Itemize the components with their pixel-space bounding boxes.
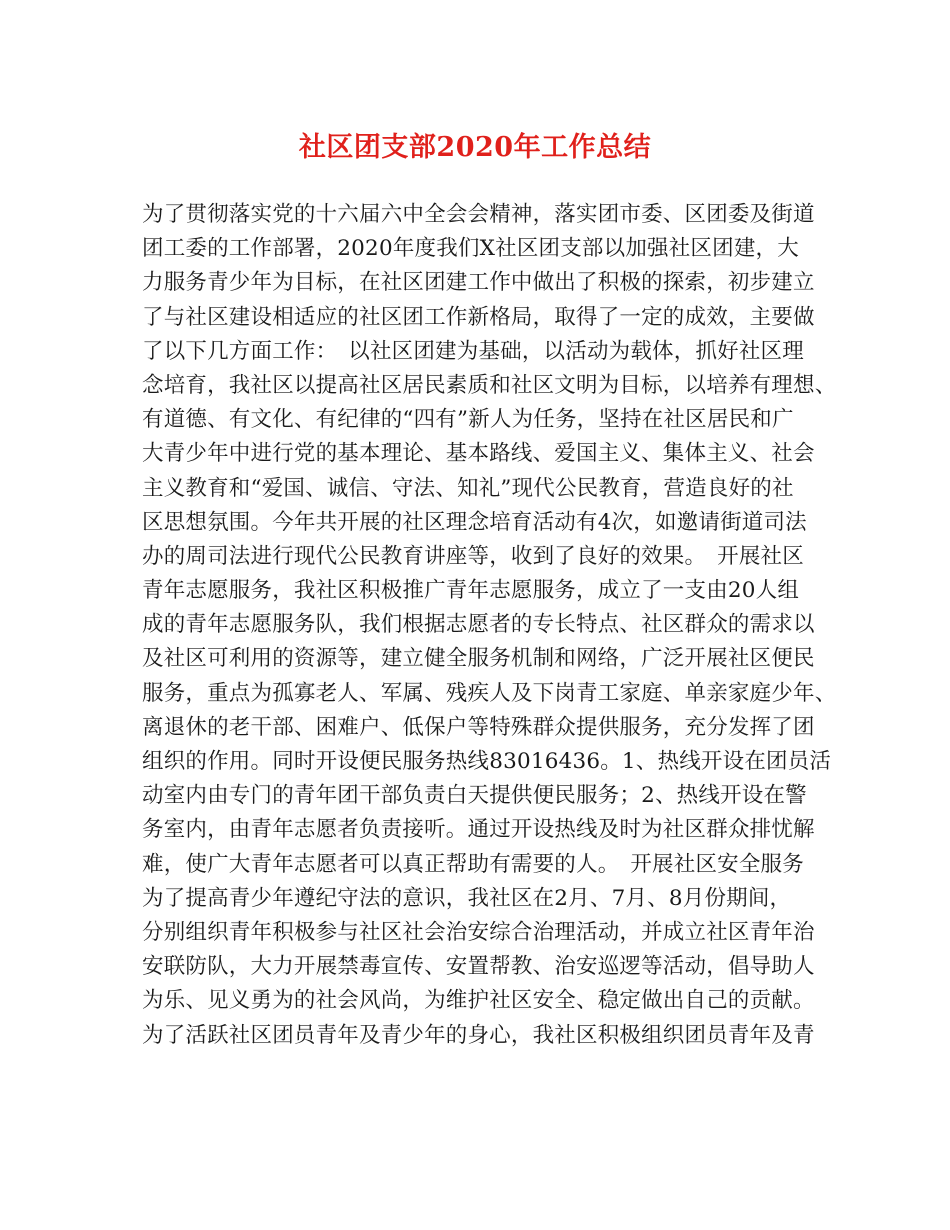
body-line: 组织的作用。同时开设便民服务热线83016436。1、热线开设在团员活: [142, 749, 832, 774]
body-line: 安联防队，大力开展禁毒宣传、安置帮教、治安巡逻等活动，倡导助人: [142, 954, 815, 980]
body-line: 为了提高青少年遵纪守法的意识，我社区在2月、7月、8月份期间，: [142, 885, 792, 911]
body-line: 办的周司法进行现代公民教育讲座等，收到了良好的效果。 开展社区: [142, 543, 804, 569]
body-line: 分别组织青年积极参与社区社会治安综合治理活动，并成立社区青年治: [142, 919, 815, 945]
body-line: 服务，重点为孤寡老人、军属、残疾人及下岗青工家庭、单亲家庭少年、: [142, 680, 837, 706]
body-line: 为了活跃社区团员青年及青少年的身心，我社区积极组织团员青年及青: [142, 1022, 815, 1048]
body-line: 为乐、见义勇为的社会风尚，为维护社区安全、稳定做出自己的贡献。: [142, 988, 815, 1014]
body-line: 务室内，由青年志愿者负责接听。通过开设热线及时为社区群众排忧解: [142, 817, 815, 843]
body-line: 青年志愿服务，我社区积极推广青年志愿服务，成立了一支由20人组: [142, 578, 800, 604]
body-line: 团工委的工作部署，2020年度我们X社区团支部以加强社区团建，大: [142, 236, 799, 262]
body-line: 及社区可利用的资源等，建立健全服务机制和网络，广泛开展社区便民: [142, 646, 815, 672]
body-line: 主义教育和“爱国、诚信、守法、知礼”现代公民教育，营造良好的社: [142, 475, 794, 501]
body-line: 了与社区建设相适应的社区团工作新格局，取得了一定的成效，主要做: [142, 304, 815, 330]
body-line: 难，使广大青年志愿者可以真正帮助有需要的人。 开展社区安全服务: [142, 851, 804, 877]
body-line: 区思想氛围。今年共开展的社区理念培育活动有4次，如邀请街道司法: [142, 509, 807, 535]
body-line: 有道德、有文化、有纪律的“四有”新人为任务，坚持在社区居民和广: [142, 407, 794, 433]
body-line: 动室内由专门的青年团干部负责白天提供便民服务；2、热线开设在警: [142, 783, 807, 809]
body-line: 成的青年志愿服务队，我们根据志愿者的专长特点、社区群众的需求以: [142, 612, 815, 638]
body-line: 离退休的老干部、困难户、低保户等特殊群众提供服务，充分发挥了团: [142, 714, 815, 740]
body-line: 了以下几方面工作： 以社区团建为基础，以活动为载体，抓好社区理: [142, 338, 804, 364]
body-line: 大青少年中进行党的基本理论、基本路线、爱国主义、集体主义、社会: [142, 441, 815, 467]
body-line: 念培育，我社区以提高社区居民素质和社区文明为目标，以培养有理想、: [142, 372, 837, 398]
body-line: 为了贯彻落实党的十六届六中全会会精神，落实团市委、区团委及街道: [142, 202, 815, 227]
document-title: 社区团支部2020年工作总结: [298, 132, 652, 163]
document-body: [142, 198, 837, 1053]
body-line: 力服务青少年为目标，在社区团建工作中做出了积极的探索，初步建立: [142, 270, 815, 296]
